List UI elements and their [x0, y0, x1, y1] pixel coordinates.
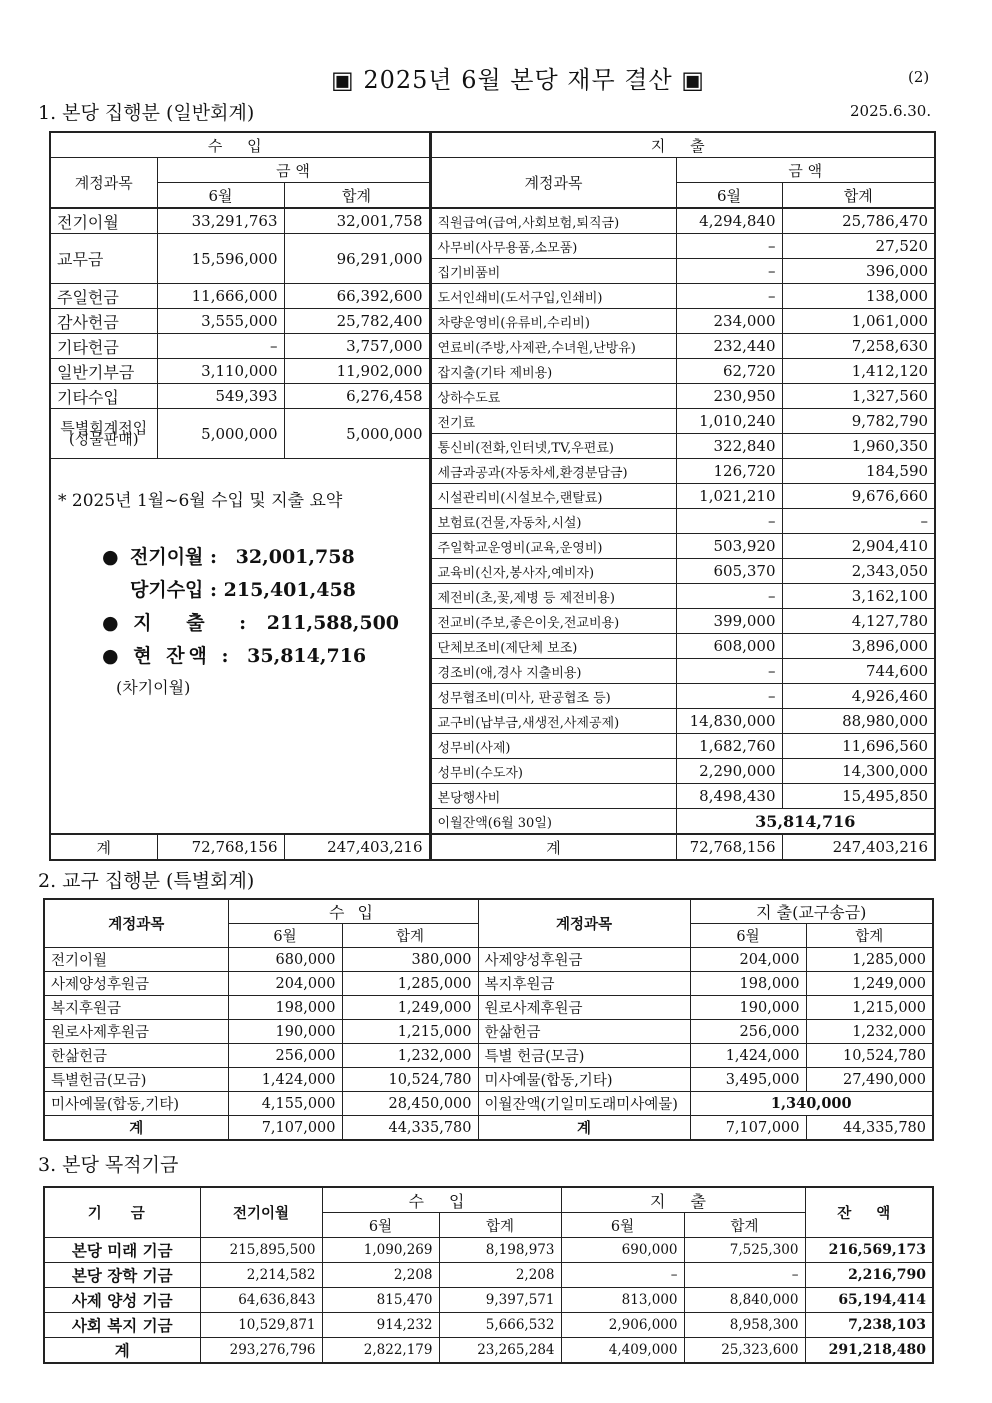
- s2-income-total: 10,524,780: [388, 1071, 472, 1088]
- diocese-account-table: [43, 898, 934, 1141]
- s2-income-total-sum: 44,335,780: [388, 1119, 472, 1136]
- s3-expense-month: –: [670, 1267, 678, 1283]
- expense-row-month: 14,830,000: [689, 712, 776, 730]
- income-row-month: –: [270, 337, 278, 355]
- income-header: 수 입: [207, 136, 272, 155]
- expense-row-total: 3,162,100: [851, 587, 929, 605]
- expense-row-total: 7,258,630: [851, 337, 929, 355]
- s3-fund-name: 사회 복지 기금: [71, 1316, 173, 1335]
- s2-income-name: 특별헌금(모금): [51, 1073, 147, 1089]
- expense-row-total: 396,000: [866, 262, 929, 280]
- s3-expense-month: 4,409,000: [608, 1342, 678, 1358]
- s3-prev: 10,529,871: [238, 1317, 316, 1333]
- expense-row-total: 184,590: [866, 462, 929, 480]
- expense-row-month: 1,010,240: [699, 412, 776, 430]
- expense-row-month: –: [768, 237, 776, 255]
- table-row: [44, 1020, 933, 1044]
- summary-balance-value: 35,814,716: [247, 645, 367, 667]
- s2-income-month: 1,424,000: [261, 1071, 336, 1088]
- s3-balance-label: 잔 액: [837, 1205, 901, 1222]
- expense-row-month: 503,920: [713, 537, 776, 555]
- s3-expense-month: 813,000: [621, 1292, 678, 1308]
- s2-expense-name: 특별 헌금(모금): [484, 1049, 585, 1065]
- s3-income-total: 2,208: [515, 1267, 555, 1283]
- expense-row-name: 차량운영비(유류비,수리비): [437, 315, 590, 331]
- income-row-name: 특별회계전입 (성물판매): [60, 418, 148, 448]
- summary-prev-value: 32,001,758: [235, 546, 355, 568]
- expense-row-name: 잡지출(기타 제비용): [437, 365, 553, 381]
- expense-row-name: 경조비(애,경사 지출비용): [437, 665, 582, 681]
- table-row: [44, 1068, 933, 1092]
- s3-expense-total: –: [791, 1267, 799, 1283]
- s3-prev: 293,276,796: [229, 1342, 316, 1358]
- s2-expense-total-month: 7,107,000: [725, 1119, 800, 1136]
- income-row-total: 11,902,000: [336, 362, 423, 380]
- expense-row-month: 4,294,840: [699, 212, 776, 230]
- table-row: [44, 1238, 933, 1263]
- table-row: [44, 1313, 933, 1338]
- expense-row-total: 9,676,660: [851, 487, 929, 505]
- s2-income-total: 1,232,000: [397, 1047, 472, 1064]
- expense-row-month: 232,440: [713, 337, 776, 355]
- s2-income-account-label: 계정과목: [108, 916, 165, 933]
- s2-expense-month: 3,495,000: [725, 1071, 800, 1088]
- s3-fund-label: 기 금: [87, 1205, 157, 1222]
- income-row-month: 11,666,000: [191, 287, 278, 305]
- s2-income-name: 사제양성후원금: [51, 977, 150, 993]
- s3-income-month: 2,208: [393, 1267, 433, 1283]
- s3-balance: 291,218,480: [828, 1342, 926, 1358]
- expense-row-month: 399,000: [713, 612, 776, 630]
- expense-row-total: 2,904,410: [851, 537, 929, 555]
- s3-expense-total: 7,525,300: [729, 1242, 799, 1258]
- income-row-month: 5,000,000: [201, 424, 278, 443]
- table-row: [50, 309, 935, 334]
- expense-row-name: 연료비(주방,사제관,수녀원,난방유): [437, 340, 636, 356]
- expense-row-total: 9,782,790: [851, 412, 929, 430]
- summary-carry-note: (차기이월): [116, 678, 191, 697]
- expense-total-label: 합계: [843, 186, 873, 205]
- s2-income-total: 1,285,000: [397, 975, 472, 992]
- s3-income-total: 23,265,284: [477, 1342, 555, 1358]
- s2-income-name: 전기이월: [51, 953, 108, 969]
- income-row-name: 전기이월: [57, 212, 119, 232]
- s3-expense-header: 지 출: [650, 1191, 716, 1211]
- income-row-name: 기타수입: [57, 387, 119, 407]
- expense-row-total: 1,960,350: [851, 437, 929, 455]
- section2-heading: 2. 교구 집행분 (특별회계): [38, 870, 255, 892]
- expense-row-month: 1,021,210: [699, 487, 776, 505]
- s2-expense-name: 사제양성후원금: [484, 953, 583, 969]
- carry-label: 이월잔액(6월 30일): [437, 815, 552, 831]
- expense-row-name: 주일학교운영비(교육,운영비): [437, 540, 603, 556]
- s2-income-month-label: 6월: [273, 929, 297, 945]
- expense-row-total: 1,412,120: [851, 362, 929, 380]
- income-total-month: 72,768,156: [191, 838, 278, 856]
- expense-row-total: 4,926,460: [851, 687, 929, 705]
- s2-income-total-row-label: 계: [129, 1120, 144, 1137]
- page-number: (2): [908, 68, 930, 86]
- report-date: 2025.6.30.: [850, 102, 932, 120]
- parish-fund-table: [43, 1186, 934, 1364]
- s3-income-month: 815,470: [376, 1292, 433, 1308]
- expense-total-sum: 247,403,216: [832, 838, 929, 856]
- income-row-name: 일반기부금: [57, 362, 135, 382]
- s3-expense-total: 8,958,300: [729, 1317, 799, 1333]
- s3-income-total: 9,397,571: [485, 1292, 555, 1308]
- s2-expense-month: 190,000: [739, 999, 800, 1016]
- expense-row-name: 직원급여(급여,사회보험,퇴직금): [437, 215, 620, 231]
- s2-carry-label: 이월잔액(기일미도래미사예물): [484, 1097, 678, 1113]
- expense-row-name: 교육비(신자,봉사자,예비자): [437, 565, 595, 581]
- summary-line-balance: ● 현 잔액 : 35,814,716: [102, 645, 367, 667]
- income-row-month: 33,291,763: [191, 212, 278, 230]
- s2-expense-month: 1,424,000: [725, 1047, 800, 1064]
- income-row-name: 교무금: [57, 250, 104, 269]
- expense-row-month: 234,000: [713, 312, 776, 330]
- expense-row-name: 전기료: [437, 415, 476, 431]
- s3-expense-month: 690,000: [621, 1242, 678, 1258]
- expense-row-total: 27,520: [875, 237, 929, 255]
- s3-fund-name: 본당 미래 기금: [71, 1241, 173, 1260]
- income-row-name: 주일헌금: [57, 287, 119, 307]
- summary-income-value: 215,401,458: [223, 579, 356, 601]
- table-row: [44, 1338, 933, 1364]
- expense-row-total: 88,980,000: [842, 712, 929, 730]
- income-row-total: 96,291,000: [336, 249, 423, 268]
- expense-row-name: 보험료(건물,자동차,시설): [437, 515, 582, 531]
- s2-expense-total-label: 합계: [855, 929, 884, 945]
- expense-row-name: 통신비(전화,인터넷,TV,우편료): [437, 440, 614, 456]
- expense-row-name: 집기비품비: [437, 265, 501, 281]
- expense-row-month: 62,720: [723, 362, 776, 380]
- income-row-total: 3,757,000: [346, 337, 423, 355]
- s2-income-name: 한삶헌금: [51, 1049, 108, 1065]
- s2-expense-name: 원로사제후원금: [484, 1001, 583, 1017]
- s2-last-income-month: 4,155,000: [261, 1095, 336, 1112]
- s2-income-total: 1,249,000: [397, 999, 472, 1016]
- expense-total-row-label: 계: [546, 838, 561, 857]
- s2-expense-account-label: 계정과목: [555, 916, 613, 933]
- s3-fund-name: 본당 장학 기금: [71, 1266, 173, 1285]
- table-row: [50, 459, 935, 484]
- s2-expense-total-row-label: 계: [576, 1120, 591, 1137]
- expense-row-month: 8,498,430: [699, 787, 776, 805]
- s2-income-total-label: 합계: [395, 929, 424, 945]
- income-row-total: 25,782,400: [336, 312, 423, 330]
- income-amount-label: 금 액: [276, 161, 310, 180]
- s2-income-month: 680,000: [275, 951, 336, 968]
- table-row: [50, 334, 935, 359]
- table-row: [50, 359, 935, 384]
- s2-expense-total: 1,285,000: [852, 951, 926, 968]
- expense-row-month: –: [768, 287, 776, 305]
- expense-row-total: 1,061,000: [851, 312, 929, 330]
- income-row-total: 66,392,600: [336, 287, 423, 305]
- expense-row-name: 전교비(주보,좋은이웃,전교비용): [437, 615, 620, 631]
- s2-expense-name: 미사예물(합동,기타): [484, 1073, 613, 1089]
- table-row: [50, 284, 935, 309]
- expense-row-name: 본당행사비: [437, 790, 501, 806]
- s2-income-header: 수 입: [329, 903, 377, 922]
- s3-income-month-label: 6월: [368, 1218, 393, 1235]
- expense-row-name: 성무비(수도자): [437, 765, 524, 781]
- summary-expense-value: 211,588,500: [266, 612, 400, 634]
- income-month-label: 6월: [208, 186, 233, 205]
- income-total-row-label: 계: [96, 838, 111, 857]
- income-row-month: 3,110,000: [201, 362, 278, 380]
- expense-amount-label: 금 액: [788, 161, 823, 180]
- s3-balance: 216,569,173: [828, 1242, 926, 1258]
- s2-expense-month: 198,000: [739, 975, 800, 992]
- s3-expense-total: 8,840,000: [729, 1292, 799, 1308]
- expense-row-name: 시설관리비(시설보수,랜탈료): [437, 490, 603, 506]
- table-row: [44, 972, 933, 996]
- s3-prev: 2,214,582: [246, 1267, 316, 1283]
- s3-income-header: 수 입: [408, 1191, 475, 1211]
- expense-row-month: –: [768, 262, 776, 280]
- s3-fund-name: 사제 양성 기금: [71, 1291, 173, 1310]
- expense-row-total: 138,000: [866, 287, 929, 305]
- expense-row-month: 230,950: [713, 387, 776, 405]
- expense-month-label: 6월: [716, 186, 742, 205]
- s2-income-total: 380,000: [411, 951, 472, 968]
- income-row-month: 3,555,000: [201, 312, 278, 330]
- s2-expense-total: 10,524,780: [842, 1047, 926, 1064]
- expense-row-month: 1,682,760: [699, 737, 776, 755]
- carry-value: 35,814,716: [755, 811, 856, 831]
- s2-carry-value: 1,340,000: [770, 1095, 852, 1112]
- expense-row-total: 744,600: [866, 662, 929, 680]
- table-row: [44, 1288, 933, 1313]
- s2-income-month: 190,000: [275, 1023, 336, 1040]
- expense-header: 지 출: [650, 136, 715, 155]
- s2-expense-total: 1,215,000: [852, 999, 926, 1016]
- expense-row-name: 세금과공과(자동차세,환경분담금): [437, 465, 628, 481]
- summary-title: * 2025년 1월~6월 수입 및 지출 요약: [58, 491, 343, 511]
- summary-line-income: [58, 574, 428, 607]
- expense-row-month: 605,370: [713, 562, 776, 580]
- s2-last-income-total: 28,450,000: [388, 1095, 472, 1112]
- income-account-label: 계정과목: [74, 174, 133, 192]
- s2-expense-total-sum: 44,335,780: [842, 1119, 926, 1136]
- s3-income-month: 2,822,179: [363, 1342, 433, 1358]
- s2-last-income-name: 미사예물(합동,기타): [51, 1097, 179, 1113]
- income-row-total: 5,000,000: [346, 424, 423, 443]
- table-row: [44, 948, 933, 972]
- expense-row-total: 4,127,780: [851, 612, 929, 630]
- s3-income-total: 5,666,532: [485, 1317, 555, 1333]
- s3-income-month: 1,090,269: [363, 1242, 433, 1258]
- table-row: [44, 1263, 933, 1288]
- table-row: [50, 234, 935, 259]
- s2-expense-month: 256,000: [739, 1023, 800, 1040]
- expense-total-month: 72,768,156: [689, 838, 776, 856]
- s3-expense-month: 2,906,000: [608, 1317, 678, 1333]
- expense-row-name: 사무비(사무용품,소모품): [437, 240, 578, 256]
- income-total-label: 합계: [342, 186, 371, 205]
- s2-income-month: 256,000: [275, 1047, 336, 1064]
- summary-block: [58, 486, 428, 698]
- summary-line-expense: ● 지 출 : 211,588,500: [102, 612, 400, 634]
- income-row-month: 15,596,000: [191, 249, 278, 268]
- income-total-sum: 247,403,216: [327, 838, 423, 856]
- expense-row-name: 성무협조비(미사, 판공협조 등): [437, 690, 611, 706]
- summary-prev-label: 전기이월 :: [130, 546, 218, 568]
- s2-expense-total: 1,232,000: [852, 1023, 926, 1040]
- expense-row-total: –: [920, 512, 929, 530]
- s3-balance: 2,216,790: [848, 1267, 926, 1283]
- expense-row-month: 322,840: [713, 437, 776, 455]
- page-title: ▣ 2025년 6월 본당 재무 결산 ▣: [331, 66, 705, 94]
- s2-income-name: 복지후원금: [51, 1001, 122, 1017]
- s2-expense-name: 복지후원금: [484, 977, 555, 993]
- expense-row-month: 608,000: [713, 637, 776, 655]
- income-row-name: 감사헌금: [57, 312, 119, 332]
- expense-row-month: –: [768, 512, 776, 530]
- income-row-total: 32,001,758: [336, 212, 423, 230]
- s2-income-month: 204,000: [275, 975, 336, 992]
- s3-prev: 215,895,500: [229, 1242, 316, 1258]
- expense-row-name: 교구비(납부금,새생전,사제공제): [437, 715, 620, 731]
- income-row-month: 549,393: [215, 387, 278, 405]
- s3-balance: 65,194,414: [838, 1292, 926, 1308]
- s2-expense-month-label: 6월: [736, 929, 760, 945]
- s3-prev-label: 전기이월: [232, 1205, 290, 1222]
- s3-balance: 7,238,103: [848, 1317, 926, 1333]
- section3-heading: 3. 본당 목적기금: [38, 1154, 179, 1176]
- expense-row-name: 도서인쇄비(도서구입,인쇄비): [437, 290, 603, 306]
- expense-row-total: 2,343,050: [851, 562, 929, 580]
- s2-income-total-month: 7,107,000: [261, 1119, 336, 1136]
- expense-account-label: 계정과목: [524, 174, 583, 192]
- summary-balance-label: 현 잔액 :: [133, 645, 233, 667]
- s3-fund-name: 계: [114, 1341, 130, 1360]
- s3-expense-total-label: 합계: [730, 1218, 759, 1235]
- s2-income-name: 원로사제후원금: [51, 1025, 150, 1041]
- expense-row-total: 11,696,560: [842, 737, 929, 755]
- expense-row-total: 15,495,850: [842, 787, 929, 805]
- table-row: [44, 1044, 933, 1068]
- s2-expense-header: 지 출(교구송금): [756, 903, 867, 922]
- table-row: [50, 208, 935, 234]
- expense-row-name: 상하수도료: [437, 390, 501, 406]
- expense-row-name: 단체보조비(제단체 보조): [437, 640, 578, 656]
- expense-row-month: 126,720: [713, 462, 776, 480]
- s3-prev: 64,636,843: [238, 1292, 316, 1308]
- table-row: [44, 996, 933, 1020]
- s2-expense-name: 한삶헌금: [484, 1025, 541, 1041]
- income-row-name: 기타헌금: [57, 337, 119, 357]
- summary-line-prev: ● 전기이월 : 32,001,758: [102, 546, 355, 568]
- expense-row-total: 25,786,470: [842, 212, 929, 230]
- s3-expense-total: 25,323,600: [721, 1342, 799, 1358]
- s3-expense-month-label: 6월: [610, 1218, 635, 1235]
- summary-income-label: 당기수입 :: [130, 579, 218, 601]
- expense-row-name: 제전비(초,꽃,제병 등 제전비용): [437, 590, 615, 606]
- expense-row-total: 14,300,000: [842, 762, 929, 780]
- s2-income-month: 198,000: [275, 999, 336, 1016]
- expense-row-total: 3,896,000: [851, 637, 929, 655]
- expense-row-month: 2,290,000: [699, 762, 776, 780]
- s2-expense-month: 204,000: [739, 951, 800, 968]
- expense-row-month: –: [768, 587, 776, 605]
- s3-income-total-label: 합계: [485, 1218, 514, 1235]
- expense-row-total: 1,327,560: [851, 387, 929, 405]
- expense-row-month: –: [768, 687, 776, 705]
- s2-income-total: 1,215,000: [397, 1023, 472, 1040]
- table-row: [50, 384, 935, 409]
- s3-income-month: 914,232: [376, 1317, 433, 1333]
- income-row-total: 6,276,458: [346, 387, 423, 405]
- s3-income-total: 8,198,973: [485, 1242, 555, 1258]
- table-row: [50, 409, 935, 434]
- s2-expense-total: 1,249,000: [852, 975, 926, 992]
- section1-heading: 1. 본당 집행분 (일반회계): [38, 102, 255, 124]
- expense-row-name: 성무비(사제): [437, 740, 511, 756]
- s2-expense-total: 27,490,000: [842, 1071, 926, 1088]
- summary-expense-label: 지 출 :: [133, 612, 261, 634]
- expense-row-month: –: [768, 662, 776, 680]
